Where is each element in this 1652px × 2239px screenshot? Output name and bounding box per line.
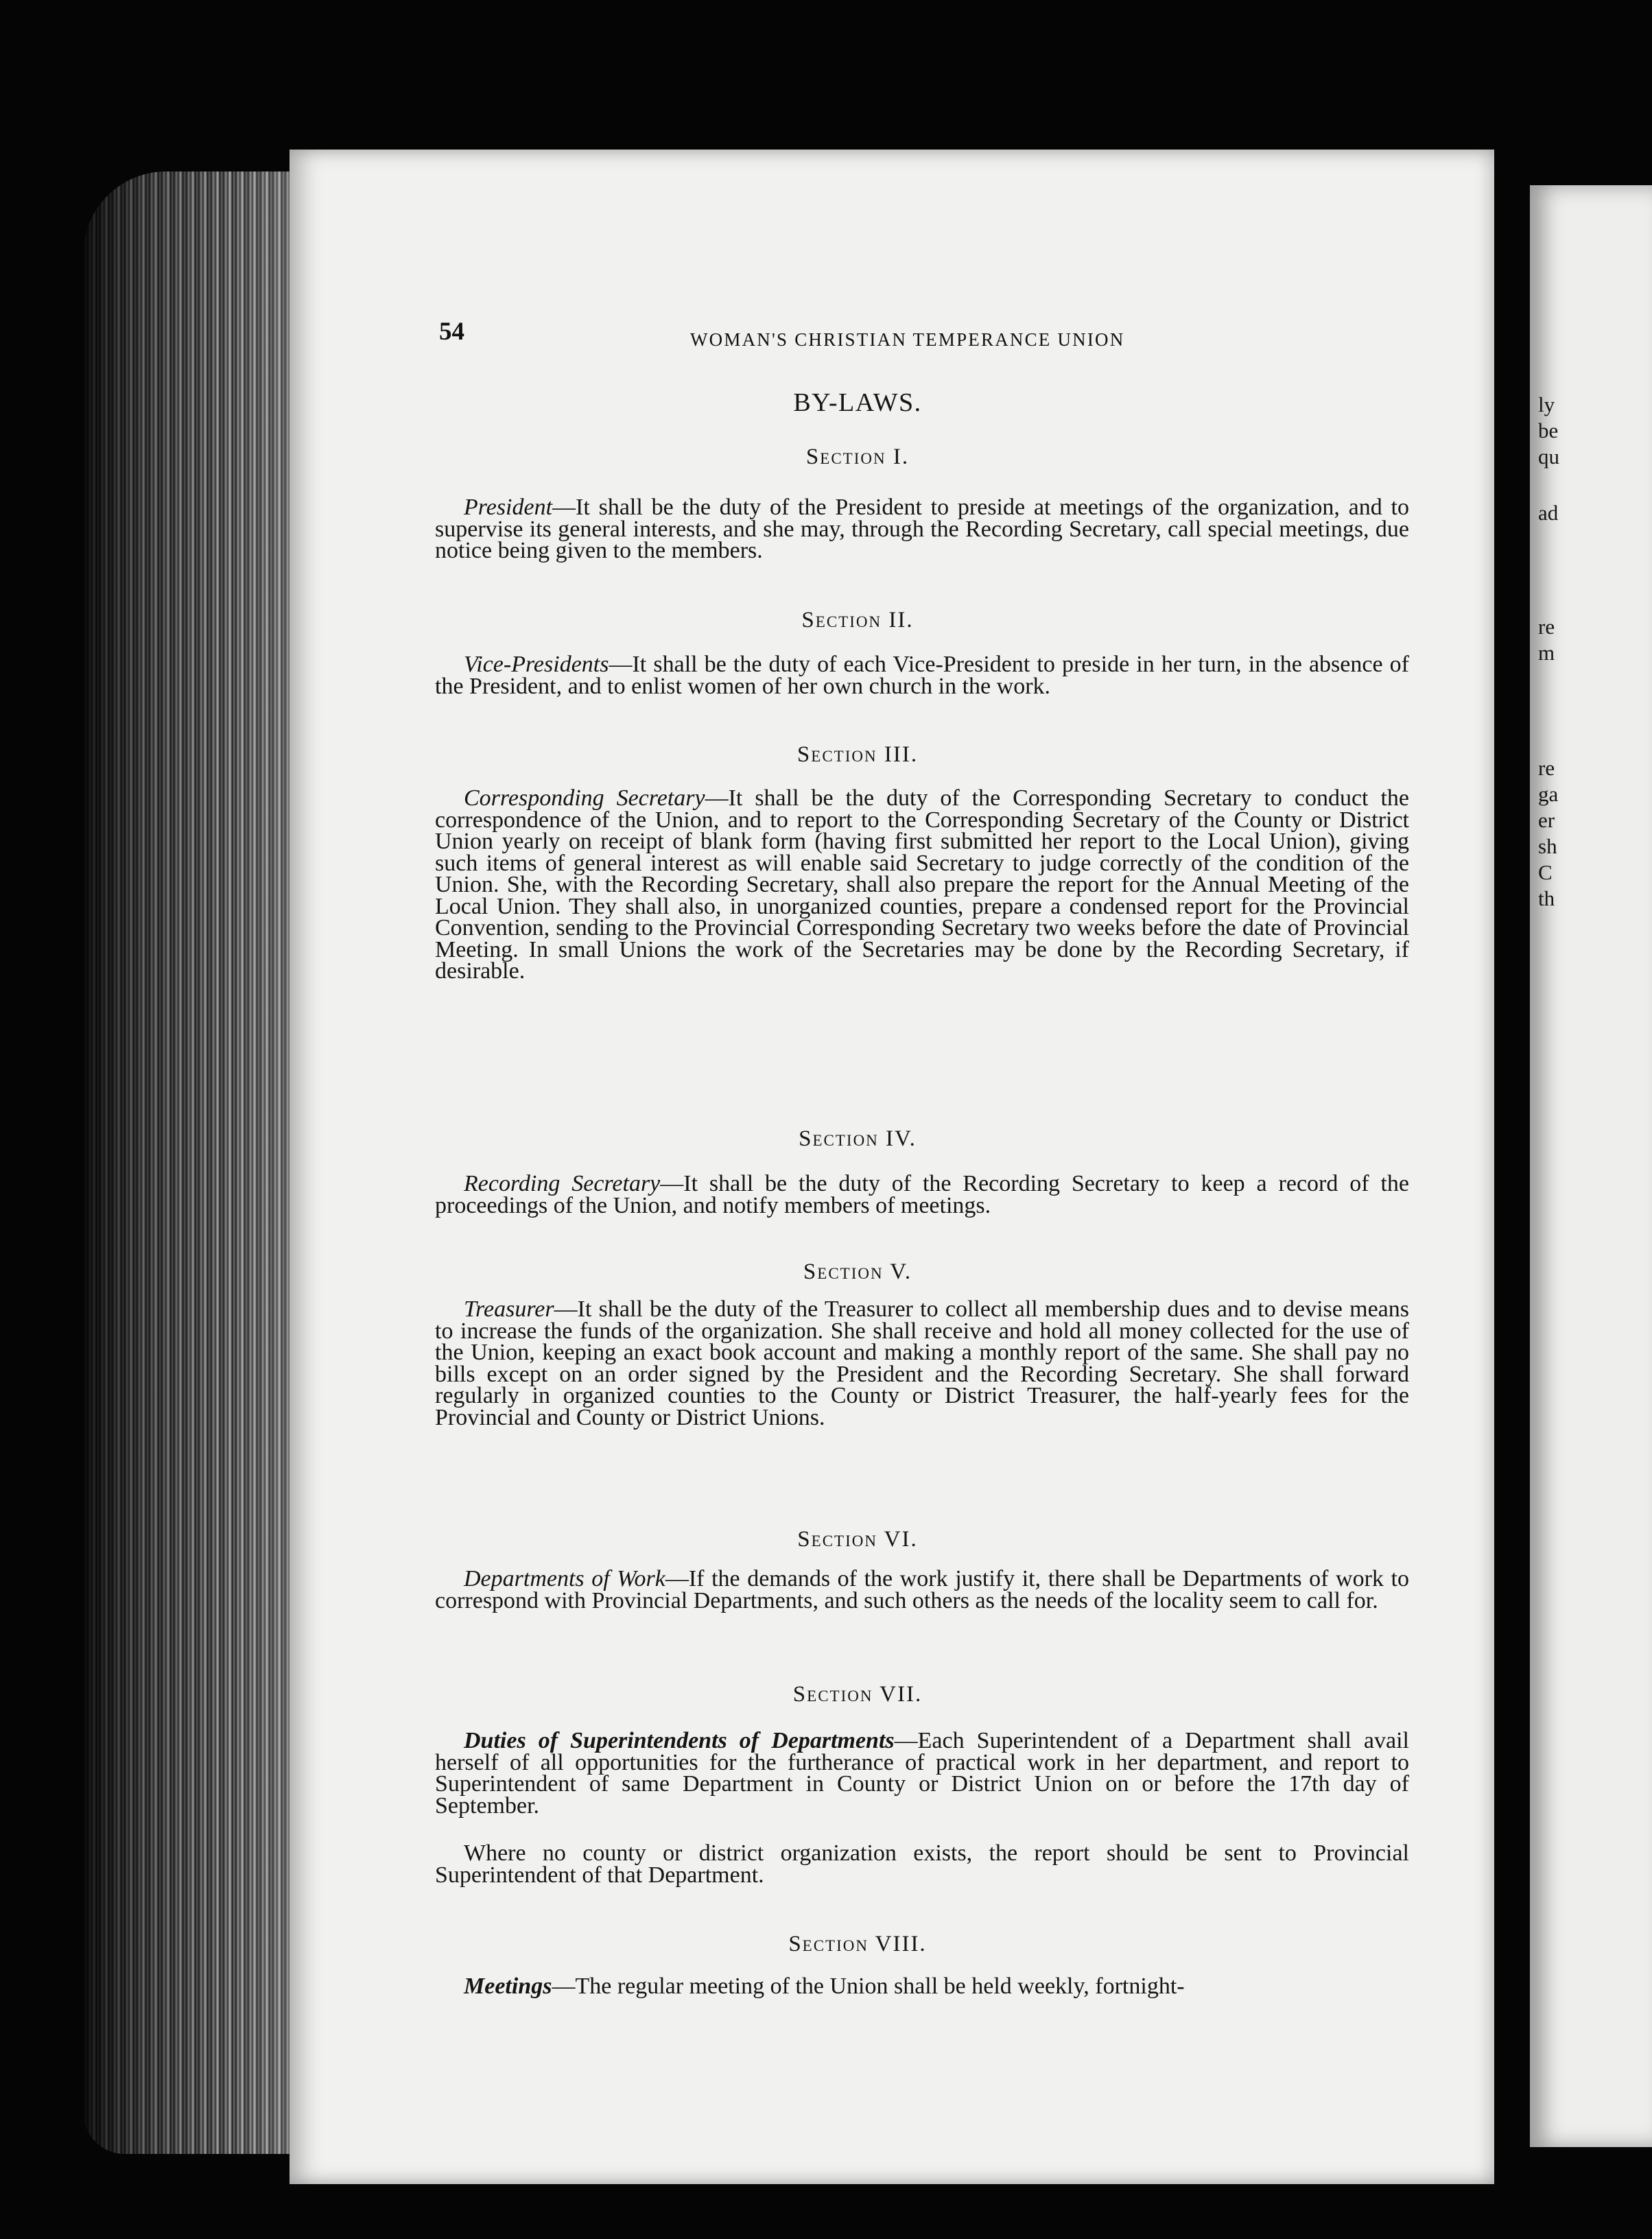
- section-2-lead: Vice-Presidents: [464, 652, 609, 677]
- section-7-body: [435, 1728, 1409, 1819]
- section-7-body-2: Where no county or district organization exists, the report should be sent to Provincial Superintendent of that Department.: [435, 1840, 1409, 1888]
- section-heading-3: Section III.: [796, 742, 919, 767]
- facing-fragment: th: [1538, 886, 1555, 910]
- page-number: 54: [439, 318, 464, 346]
- section-2-body: [435, 654, 1409, 697]
- page-edges-shadow: [84, 171, 290, 2154]
- facing-fragment: re: [1538, 756, 1555, 780]
- section-heading-4: Section IV.: [799, 1126, 917, 1151]
- facing-fragment: ga: [1538, 782, 1559, 806]
- section-3-lead: Corresponding Secretary: [464, 785, 705, 811]
- section-8-lead: Meetings: [464, 1974, 552, 1999]
- section-4-body: [435, 1173, 1409, 1216]
- facing-fragment: sh: [1538, 834, 1557, 858]
- section-3-body: [435, 787, 1409, 982]
- section-heading-1: Section I.: [805, 445, 910, 469]
- facing-fragment: ad: [1538, 501, 1559, 525]
- section-8-text: —The regular meeting of the Union shall be held weekly, fortnight-: [552, 1974, 1185, 1999]
- section-5-lead: Treasurer: [464, 1296, 554, 1322]
- section-heading-8: Section VIII.: [788, 1932, 927, 1956]
- facing-fragment: qu: [1538, 445, 1559, 469]
- section-1-text: —It shall be the duty of the President to preside at meetings of the organization, and to supervise its general interests, and she may, through the Recording Secretary, call special meetings, due notice being given to the members.: [435, 495, 1409, 563]
- section-4-lead: Recording Secretary: [464, 1171, 661, 1196]
- facing-fragment: ly: [1538, 392, 1555, 416]
- bylaws-title: BY-LAWS.: [793, 388, 922, 417]
- facing-fragment: re: [1538, 615, 1555, 639]
- section-7-lead: Duties of Superintendents of Departments: [464, 1728, 895, 1753]
- facing-fragment: C: [1538, 860, 1553, 884]
- facing-page: [1530, 185, 1652, 2147]
- section-6-body: [435, 1568, 1409, 1611]
- section-1-body: [435, 497, 1409, 562]
- section-8-body: [435, 1976, 1409, 1998]
- section-6-text: —If the demands of the work justify it, there shall be Departments of work to correspond with Provincial Departments, and such others as the needs of the locality seem to call for.: [435, 1566, 1409, 1613]
- section-heading-5: Section V.: [803, 1259, 912, 1284]
- section-3-text: —It shall be the duty of the Corresponding Secretary to conduct the correspondence of the Union, and to report to the Corresponding Secretary of the County or District Union yearly on receipt of blank form (having first submitted her report to the Local Union), giving such items of general interest as will enable said Secretary to judge correctly of the condition of the Union. She, with the Recording Secretary, shall also prepare the report for the Annual Meeting of the Local Union. They shall also, in unorganized counties, prepare a condensed report for the Provincial Convention, sending to the Provincial Corresponding Secretary two weeks before the date of Provincial Meeting. In small Unions the work of the Secretaries may be done by the Recording Secretary, if desirable.: [435, 785, 1409, 984]
- section-heading-2: Section II.: [801, 608, 914, 632]
- section-heading-7: Section VII.: [792, 1682, 923, 1707]
- section-6-lead: Departments of Work: [464, 1566, 665, 1591]
- facing-fragment: er: [1538, 808, 1555, 832]
- section-5-text: —It shall be the duty of the Treasurer to collect all membership dues and to devise means to increase the funds of the organization. She shall receive and hold all money collected for the use of the Union, keeping an exact book account and making a monthly report of the same. She shall pay no bills except on an order signed by the President and the Recording Secretary. She shall forward regularly in organized counties to the County or District Treasurer, the half-yearly fees for the Provincial and County or District Unions.: [435, 1296, 1409, 1430]
- section-1-lead: President: [464, 495, 553, 520]
- section-7-text: —Each Superintendent of a Department shall avail herself of all opportunities for the furtherance of practical work in her department, and report to Superintendent of same Department in County or District Union on or before the 17th day of September.: [435, 1728, 1409, 1819]
- facing-fragment: m: [1538, 641, 1555, 665]
- section-2-text: —It shall be the duty of each Vice-President to preside in her turn, in the absence of the President, and to enlist women of her own church in the work.: [435, 652, 1409, 699]
- running-head: WOMAN'S CHRISTIAN TEMPERANCE UNION: [690, 329, 1125, 350]
- facing-fragment: be: [1538, 418, 1559, 442]
- section-4-text: —It shall be the duty of the Recording Secretary to keep a record of the proceedings of the Union, and notify members of meetings.: [435, 1171, 1409, 1218]
- section-5-body: [435, 1296, 1409, 1430]
- section-heading-6: Section VI.: [797, 1527, 918, 1552]
